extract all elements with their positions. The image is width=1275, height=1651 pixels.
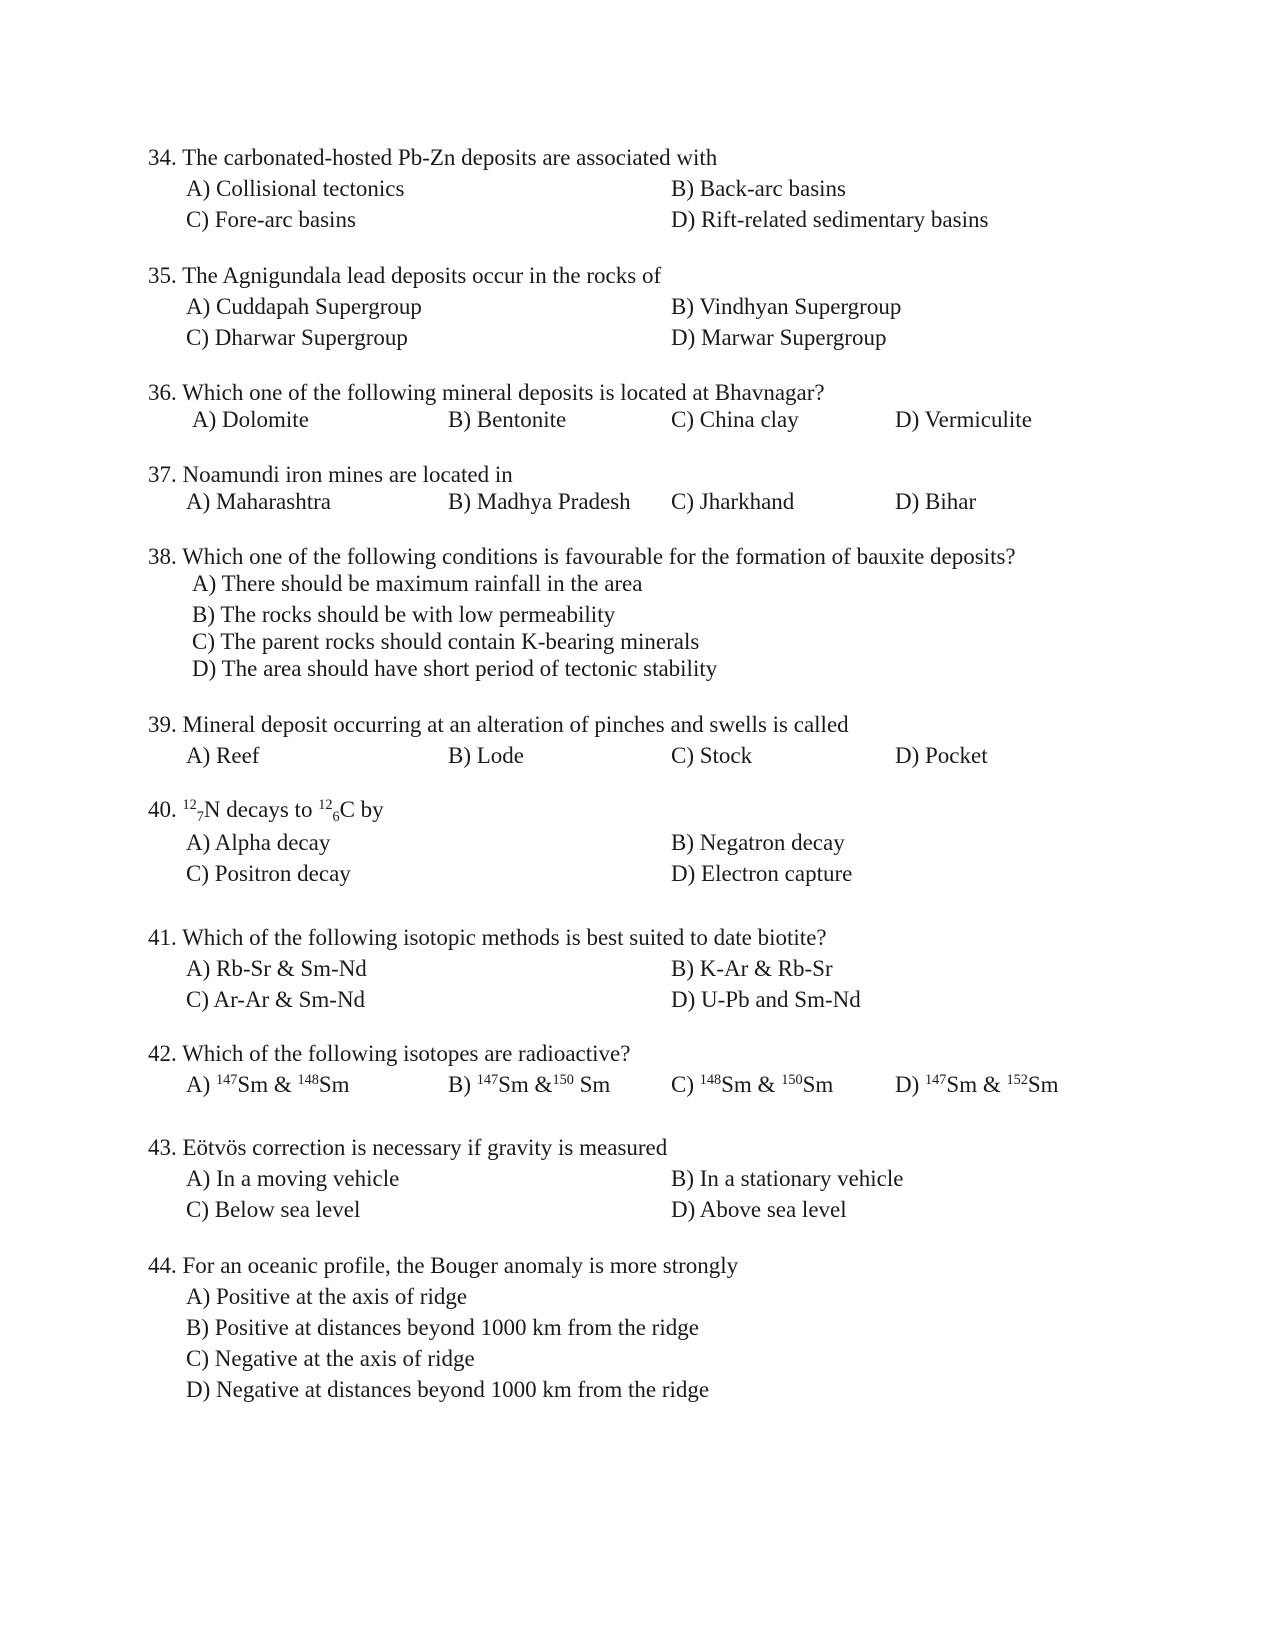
question-41 bbox=[148, 925, 1148, 1012]
option-c: C) Stock bbox=[671, 743, 753, 768]
question-35 bbox=[148, 263, 1148, 350]
option-c: C) Ar-Ar & Sm-Nd bbox=[186, 987, 366, 1012]
question-40 bbox=[148, 797, 1148, 886]
option-a: A) Rb-Sr & Sm-Nd bbox=[186, 956, 367, 981]
question-stem: 34. The carbonated-hosted Pb-Zn deposits are associated with bbox=[148, 145, 718, 170]
question-43 bbox=[148, 1135, 1148, 1222]
question-37 bbox=[148, 462, 1148, 514]
option-a: A) $^{147}$Sm & $^{148}$Sm bbox=[186, 1072, 350, 1097]
option-b: B) In a stationary vehicle bbox=[671, 1166, 904, 1191]
question-stem: 39. Mineral deposit occurring at an alteration of pinches and swells is called bbox=[148, 712, 849, 737]
question-stem: 42. Which of the following isotopes are radioactive? bbox=[148, 1041, 631, 1066]
option-d: D) Vermiculite bbox=[895, 407, 1032, 432]
option-b: B) Lode bbox=[448, 743, 525, 768]
question-stem: 43. Eötvös correction is necessary if gravity is measured bbox=[148, 1135, 668, 1160]
question-stem: 35. The Agnigundala lead deposits occur in the rocks of bbox=[148, 263, 662, 288]
option-a: A) Reef bbox=[186, 743, 260, 768]
option-b: B) Back-arc basins bbox=[671, 176, 846, 201]
option-d: D) U-Pb and Sm-Nd bbox=[671, 987, 861, 1012]
option-b: B) Vindhyan Supergroup bbox=[671, 294, 902, 319]
option-d: D) Pocket bbox=[895, 743, 988, 768]
option-c: C) Jharkhand bbox=[671, 489, 795, 514]
option-a: A) Cuddapah Supergroup bbox=[186, 294, 422, 319]
question-stem: 36. Which one of the following mineral deposits is located at Bhavnagar? bbox=[148, 380, 825, 405]
option-b: B) $^{147}$Sm &$^{150}$ Sm bbox=[448, 1072, 611, 1097]
option-b: B) K-Ar & Rb-Sr bbox=[671, 956, 833, 981]
option-a: A) In a moving vehicle bbox=[186, 1166, 400, 1191]
option-a: A) Maharashtra bbox=[186, 489, 331, 514]
option-c: C) China clay bbox=[671, 407, 799, 432]
option-d: D) The area should have short period of tectonic stability bbox=[192, 656, 718, 681]
question-44 bbox=[148, 1253, 1148, 1402]
option-a: A) Collisional tectonics bbox=[186, 176, 405, 201]
option-d: D) Bihar bbox=[895, 489, 977, 514]
option-b: B) Positive at distances beyond 1000 km from the ridge bbox=[186, 1315, 699, 1340]
option-c: C) Dharwar Supergroup bbox=[186, 325, 408, 350]
option-c: C) The parent rocks should contain K-bearing minerals bbox=[192, 629, 700, 654]
option-b: B) Negatron decay bbox=[671, 830, 845, 855]
question-stem: 38. Which one of the following conditions is favourable for the formation of bauxite deposits? bbox=[148, 544, 1016, 569]
option-d: D) Negative at distances beyond 1000 km from the ridge bbox=[186, 1377, 710, 1402]
option-b: B) Bentonite bbox=[448, 407, 567, 432]
option-a: A) Dolomite bbox=[192, 407, 309, 432]
option-c: C) $^{148}$Sm & $^{150}$Sm bbox=[671, 1072, 834, 1097]
option-b: B) The rocks should be with low permeability bbox=[192, 602, 616, 627]
option-d: D) Marwar Supergroup bbox=[671, 325, 887, 350]
option-c: C) Below sea level bbox=[186, 1197, 361, 1222]
question-34 bbox=[148, 145, 1148, 232]
question-38 bbox=[148, 544, 1148, 681]
option-d: D) Above sea level bbox=[671, 1197, 847, 1222]
option-d: D) Electron capture bbox=[671, 861, 853, 886]
option-c: C) Negative at the axis of ridge bbox=[186, 1346, 475, 1371]
question-stem: 41. Which of the following isotopic methods is best suited to date biotite? bbox=[148, 925, 827, 950]
option-a: A) Alpha decay bbox=[186, 830, 331, 855]
question-stem: 44. For an oceanic profile, the Bouger anomaly is more strongly bbox=[148, 1253, 739, 1278]
option-c: C) Positron decay bbox=[186, 861, 351, 886]
option-a: A) Positive at the axis of ridge bbox=[186, 1284, 468, 1309]
question-stem: 37. Noamundi iron mines are located in bbox=[148, 462, 513, 487]
option-d: D) Rift-related sedimentary basins bbox=[671, 207, 989, 232]
option-c: C) Fore-arc basins bbox=[186, 207, 356, 232]
question-36 bbox=[148, 380, 1148, 432]
option-b: B) Madhya Pradesh bbox=[448, 489, 631, 514]
question-stem: 40. $^{12}_7$N decays to $^{12}_6$C by bbox=[148, 797, 384, 825]
question-42 bbox=[148, 1041, 1148, 1097]
option-d: D) $^{147}$Sm & $^{152}$Sm bbox=[895, 1072, 1059, 1097]
option-a: A) There should be maximum rainfall in the area bbox=[192, 571, 643, 596]
question-39 bbox=[148, 712, 1148, 768]
